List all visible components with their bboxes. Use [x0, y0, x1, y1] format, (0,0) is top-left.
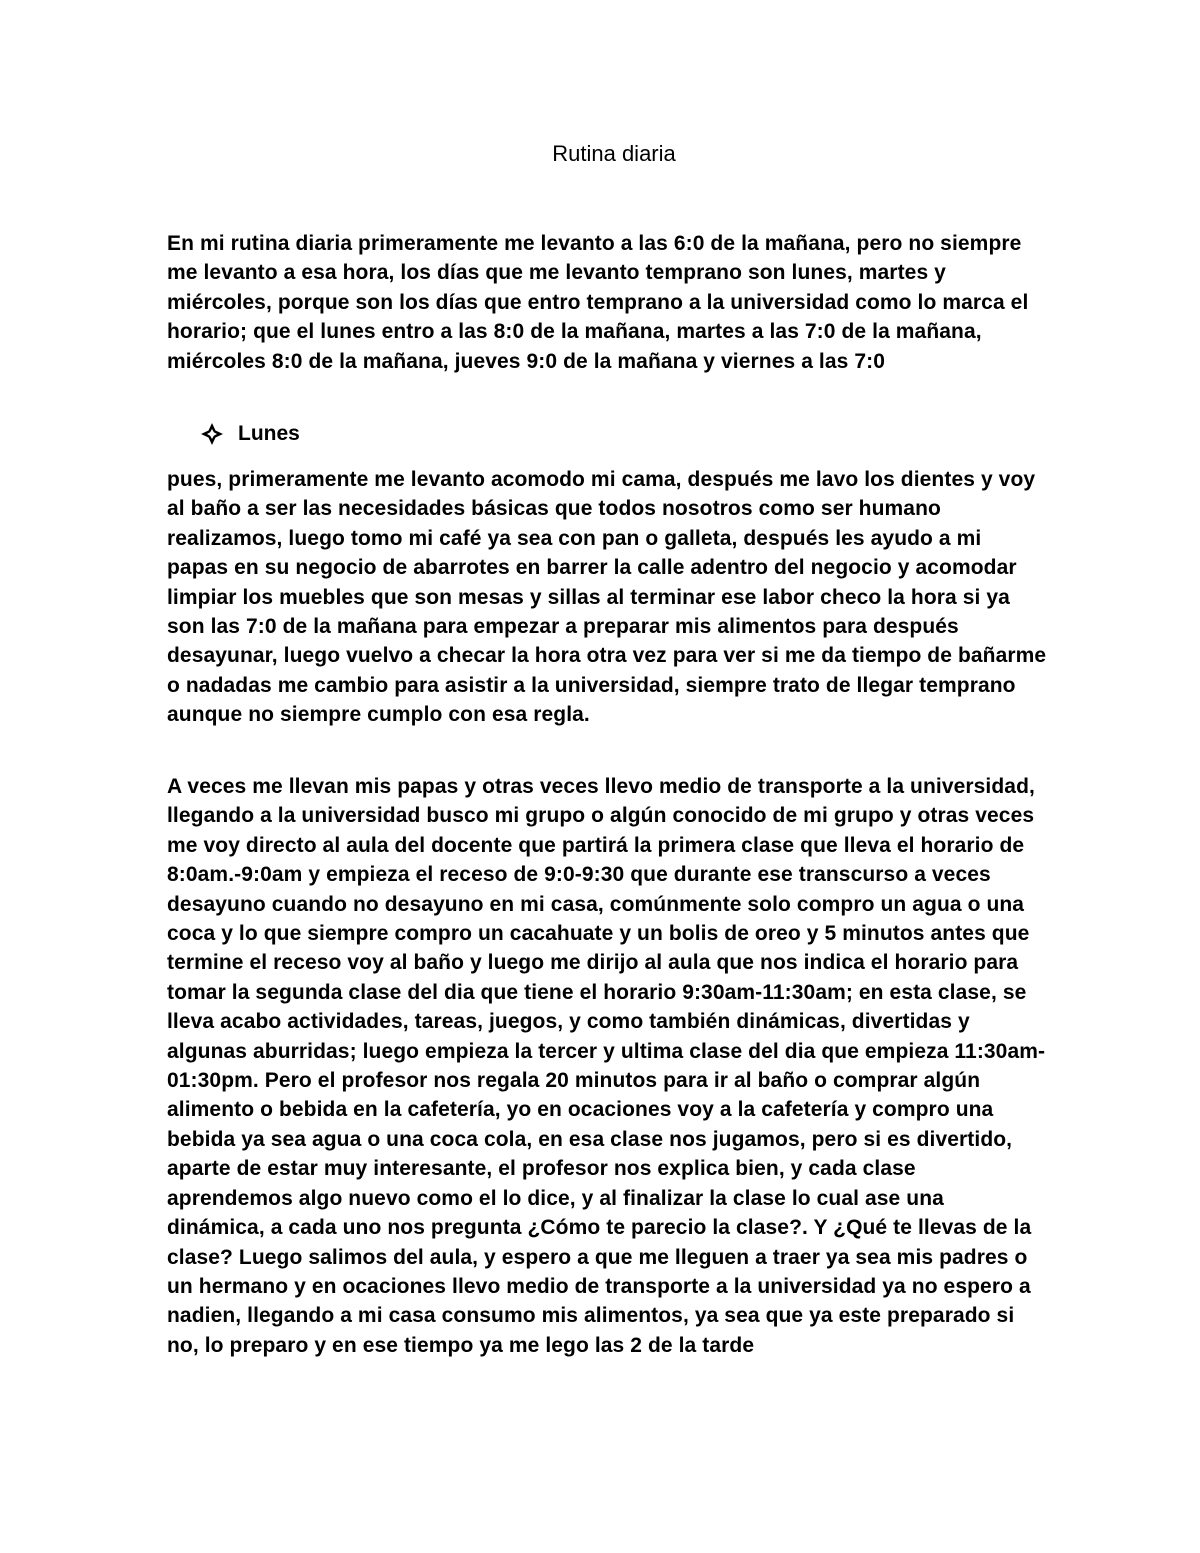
paragraph-intro: En mi rutina diaria primeramente me levanto a las 6:0 de la mañana, pero no siempre me levanto a esa hora, los días que me levanto temprano son lunes, martes y miércoles, porque son los días que entro temprano a la universidad como lo marca el horario; que el lunes entro a las 8:0 de la mañana, martes a las 7:0 de la mañana, miércoles 8:0 de la mañana, jueves 9:0 de la mañana y viernes a las 7:0: [167, 232, 1029, 373]
bullet-label: Lunes: [238, 422, 300, 445]
bullet-item-lunes: [200, 420, 300, 448]
paragraph-lunes: pues, primeramente me levanto acomodo mi cama, después me lavo los dientes y voy al baño a ser las necesidades básicas que todos nosotros como ser humano realizamos, luego tomo mi café ya sea con pan o galleta, después les ayudo a mi papas en su negocio de abarrotes en barrer la calle adentro del negocio y acomodar limpiar los muebles que son mesas y sillas al terminar ese labor checo la hora si ya son las 7:0 de la mañana para empezar a preparar mis alimentos para después desayunar, luego vuelvo a checar la hora otra vez para ver si me da tiempo de bañarme o nadadas me cambio para asistir a la universidad, siempre trato de llegar temprano aunque no siempre cumplo con esa regla.: [167, 468, 1047, 727]
diamond-bullet-icon: [200, 422, 224, 446]
paragraph-university: A veces me llevan mis papas y otras veces llevo medio de transporte a la universidad, llegando a la universidad busco mi grupo o algún conocido de mi grupo y otras veces me voy directo al aula del docente que partirá la primera clase que lleva el horario de 8:0am.-9:0am y empieza el receso de 9:0-9:30 que durante ese transcurso a veces desayuno cuando no desayuno en mi casa, comúnmente solo compro un agua o una coca y lo que siempre compro un cacahuate y un bolis de oreo y 5 minutos antes que termine el receso voy al baño y luego me dirijo al aula que nos indica el horario para tomar la segunda clase del dia que tiene el horario 9:30am-11:30am; en esta clase, se lleva acabo actividades, tareas, juegos, y como también dinámicas, divertidas y algunas aburridas; luego empieza la tercer y ultima clase del dia que empieza 11:30am-01:30pm. Pero el profesor nos regala 20 minutos para ir al baño o comprar algún alimento o bebida en la cafetería, yo en ocaciones voy a la cafetería y compro una bebida ya sea agua o una coca cola, en esa clase nos jugamos, pero si es divertido, aparte de estar muy interesante, el profesor nos explica bien, y cada clase aprendemos algo nuevo como el lo dice, y al finalizar la clase lo cual ase una dinámica, a cada uno nos pregunta ¿Cómo te parecio la clase?. Y ¿Qué te llevas de la clase? Luego salimos del aula, y espero a que me lleguen a traer ya sea mis padres o un hermano y en ocaciones llevo medio de transporte a la universidad ya no espero a nadien, llegando a mi casa consumo mis alimentos, ya sea que ya este preparado si no, lo preparo y en ese tiempo ya me lego las 2 de la tarde: [167, 775, 1046, 1357]
document-title: Rutina diaria: [552, 141, 676, 166]
